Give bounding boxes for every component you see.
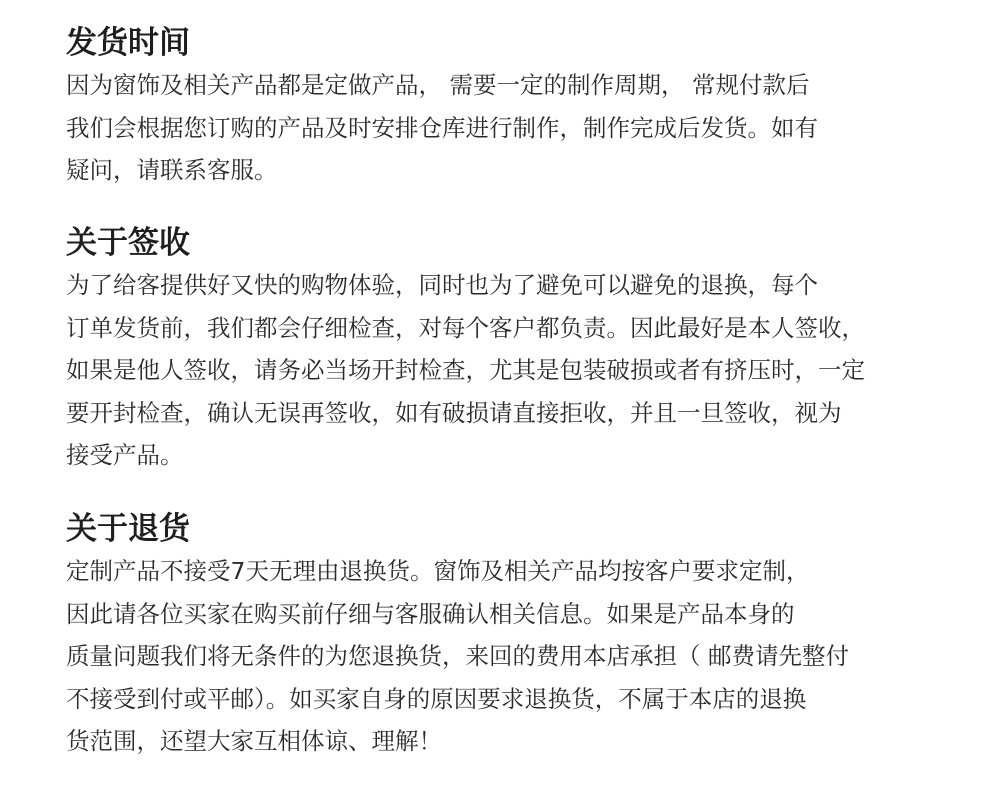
- section-title: 关于签收: [66, 225, 190, 261]
- section-title: 发货时间: [66, 25, 190, 61]
- body-line: 要开封检查，确认无误再签收，如有破损请直接拒收，并且一旦签收，视为: [66, 398, 842, 427]
- body-line: 货范围，还望大家互相体谅、理解！: [66, 727, 442, 756]
- body-line: 为了给客提供好又快的购物体验，同时也为了避免可以避免的退换，每个: [66, 271, 818, 299]
- body-line: 因此请各位买家在购买前仔细与客服确认相关信息。如果是产品本身的: [66, 599, 795, 628]
- section-title: 关于退货: [66, 511, 190, 547]
- section-shipping-time: [66, 22, 946, 192]
- section-signing: [66, 222, 946, 477]
- section-returns: [66, 508, 946, 763]
- body-line: 定制产品不接受7天无理由退换货。窗饰及相关产品均按客户要求定制，: [66, 557, 810, 585]
- body-line: 疑问，请联系客服。: [66, 156, 278, 185]
- body-line: 我们会根据您订购的产品及时安排仓库进行制作，制作完成后发货。如有: [66, 113, 818, 142]
- section-body: [66, 264, 946, 477]
- section-body: [66, 64, 946, 192]
- body-line: 订单发货前，我们都会仔细检查，对每个客户都负责。因此最好是本人签收，: [66, 313, 865, 342]
- body-line: 接受产品。: [66, 441, 184, 470]
- body-line: 如果是他人签收，请务必当场开封检查，尤其是包装破损或者有挤压时，一定: [66, 356, 865, 385]
- section-body: [66, 550, 946, 763]
- body-line: 因为窗饰及相关产品都是定做产品， 需要一定的制作周期， 常规付款后: [66, 71, 810, 99]
- body-line: 不接受到付或平邮）。如买家自身的原因要求退换货，不属于本店的退换: [66, 684, 807, 713]
- body-line: 质量问题我们将无条件的为您退换货，来回的费用本店承担（ 邮费请先整付: [66, 642, 849, 671]
